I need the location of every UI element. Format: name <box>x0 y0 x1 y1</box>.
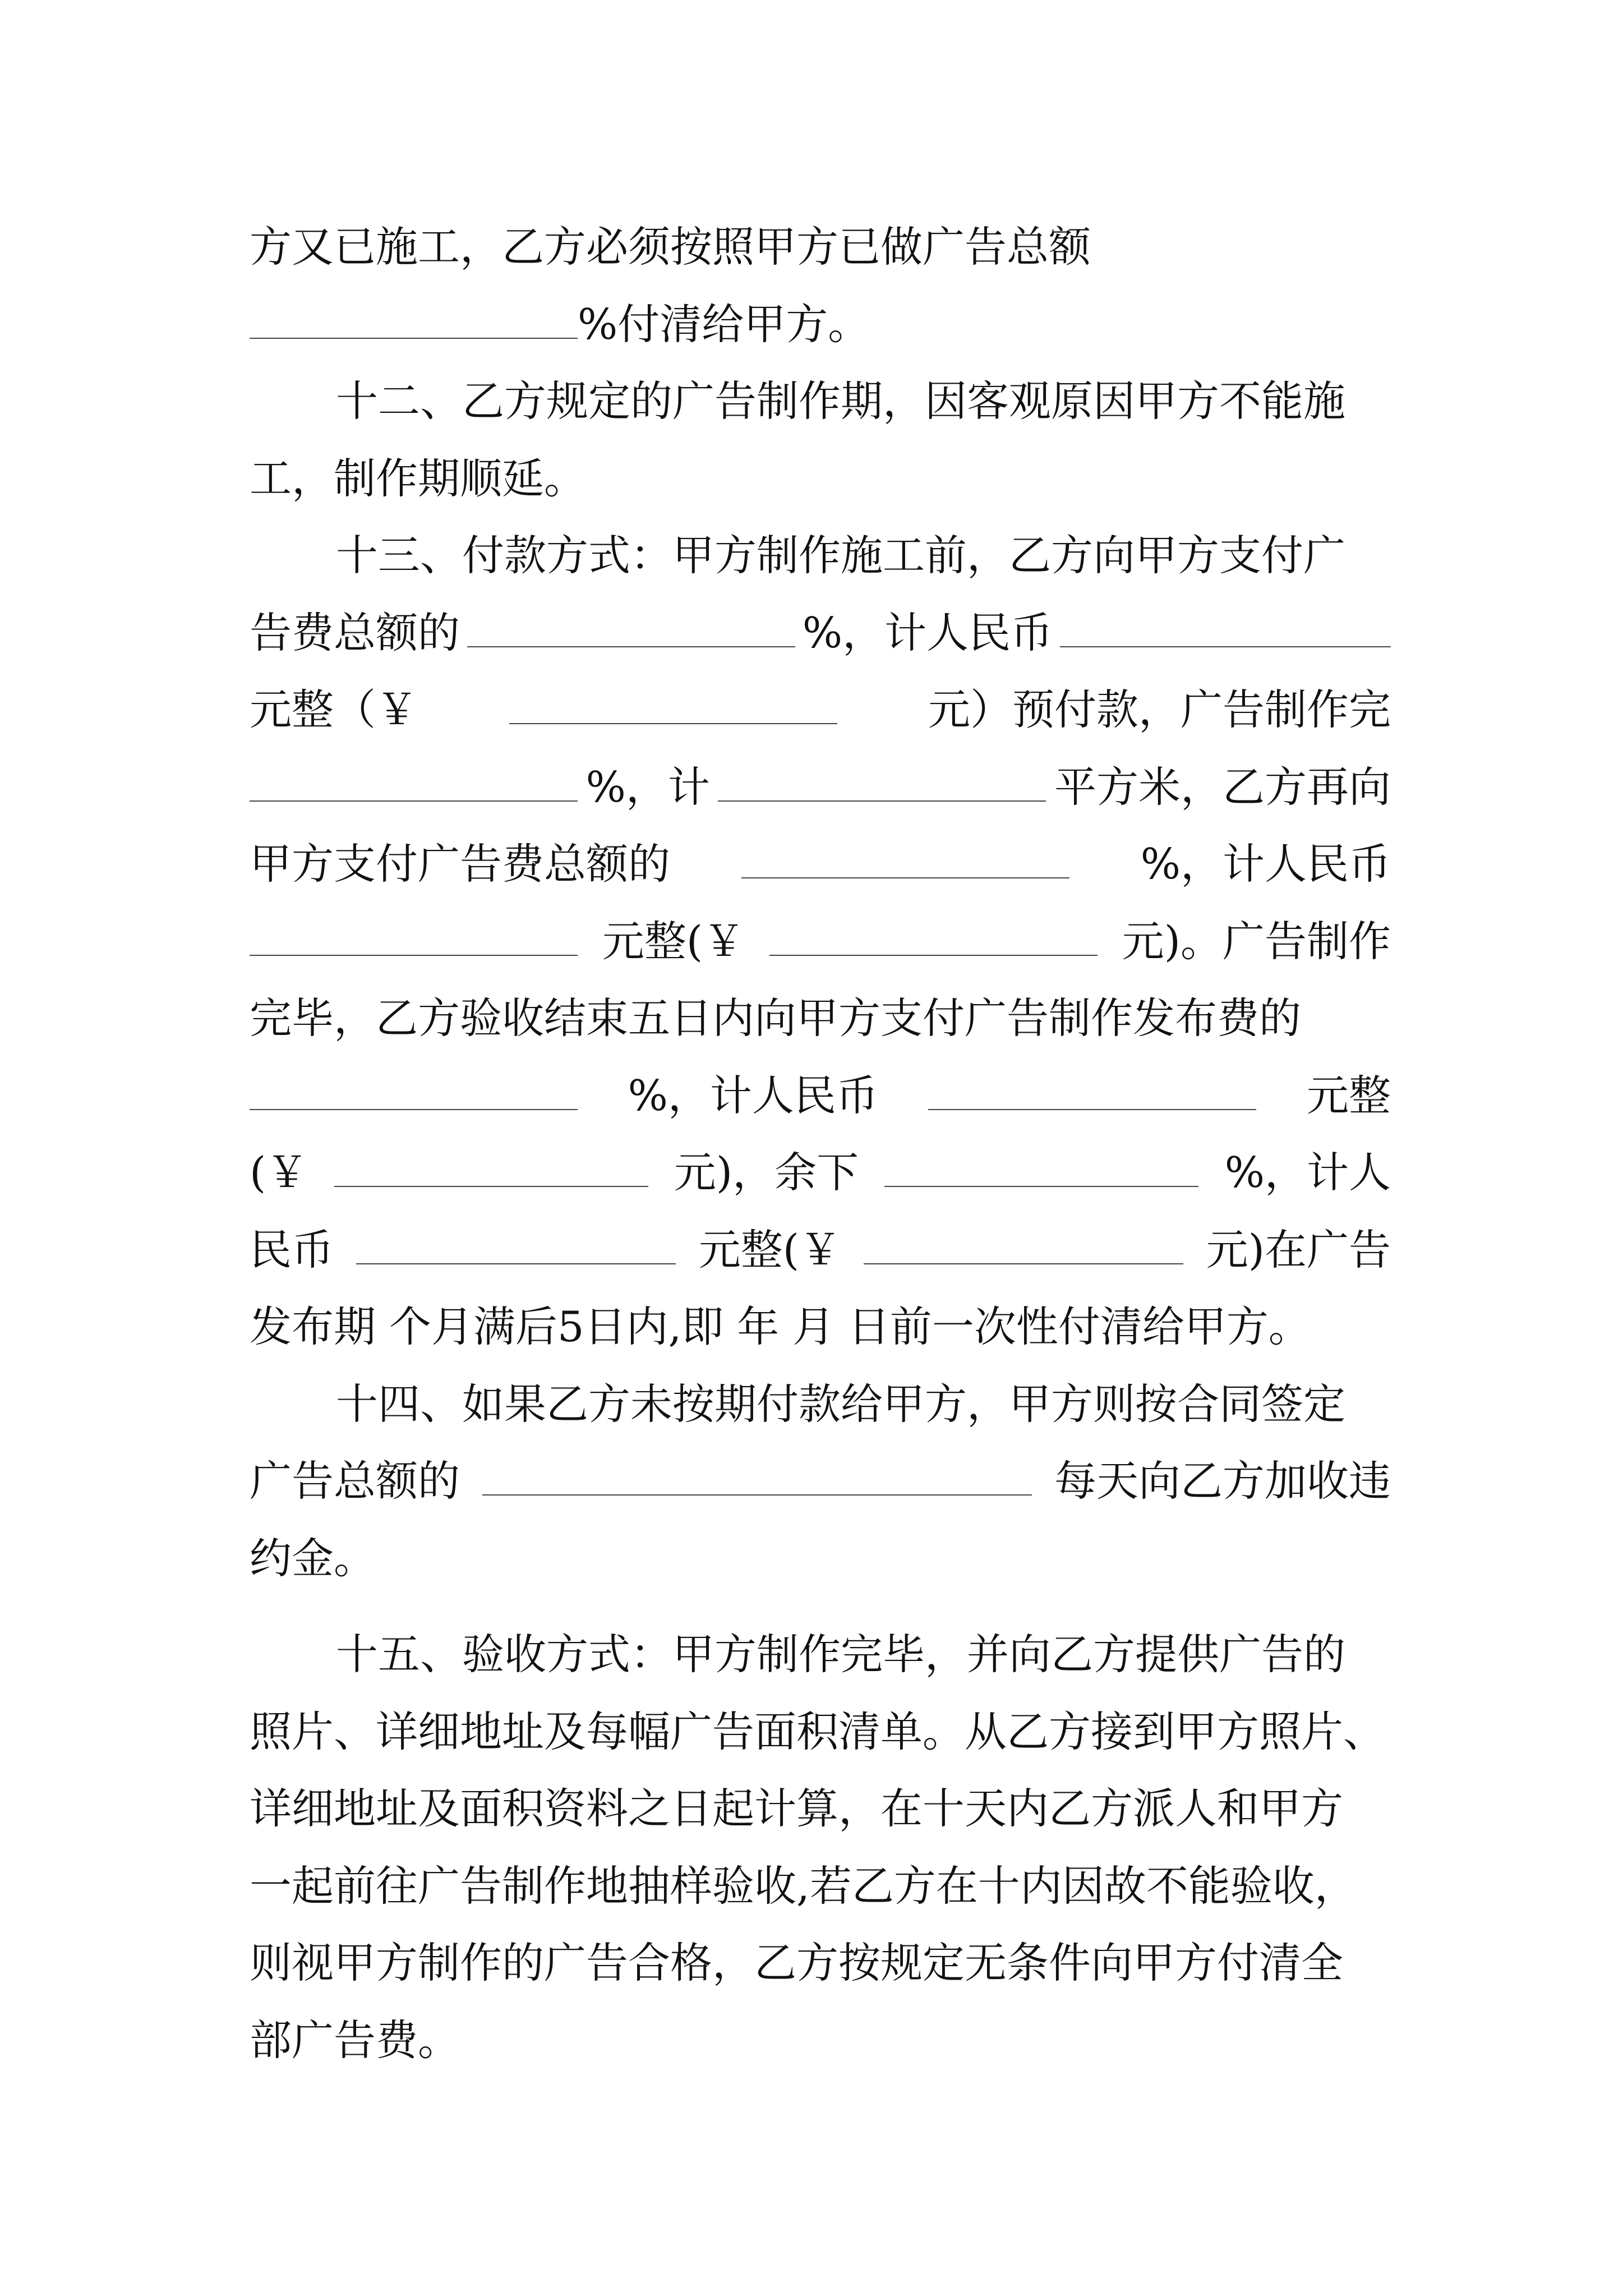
text-line <box>250 1134 1391 1212</box>
text-line <box>250 1770 1391 1848</box>
fill-in-blank[interactable] <box>250 760 578 802</box>
contract-body <box>250 209 1391 2079</box>
clause-15-line <box>250 1616 1391 1694</box>
paragraph-spacing <box>250 1597 1391 1616</box>
text-line <box>250 671 1391 749</box>
fill-in-blank[interactable] <box>741 837 1069 878</box>
fill-in-blank[interactable] <box>718 760 1046 802</box>
clause-text: 一起前往广告制作地抽样验收,若乙方在十内因故不能验收， <box>250 1861 1357 1911</box>
fill-in-blank[interactable] <box>482 1454 1032 1496</box>
fill-in-blank[interactable] <box>250 914 578 956</box>
clause-text: 元整(￥ <box>602 916 745 966</box>
text-line <box>250 1212 1391 1289</box>
clause-text: %，计人 <box>1224 1148 1391 1197</box>
text-line <box>250 980 1391 1057</box>
clause-text: 元)。广告制作 <box>1122 916 1391 966</box>
clause-text: 甲方支付广告费总额的 <box>250 839 671 889</box>
clause-text: 则视甲方制作的广告合格，乙方按规定无条件向甲方付清全 <box>250 1938 1344 1987</box>
clause-text: 元整 <box>1306 1070 1391 1120</box>
clause-text: 元整(￥ <box>698 1225 841 1274</box>
fill-in-blank[interactable] <box>334 1145 648 1187</box>
clause-text: 照片、详细地址及每幅广告面积清单。从乙方接到甲方照片、 <box>250 1706 1386 1756</box>
clause-text: 十四、如果乙方未按期付款给甲方，甲方则按合同签定 <box>336 1379 1346 1429</box>
text-line <box>250 1289 1391 1366</box>
clause-text: 完毕，乙方验收结束五日内向甲方支付广告制作发布费的 <box>250 993 1302 1043</box>
clause-text: %，计人民币 <box>1140 839 1391 889</box>
text-line <box>250 1694 1391 1771</box>
text-line <box>250 1443 1391 1520</box>
clause-text: %，计 <box>585 762 710 812</box>
clause-text: 详细地址及面积资料之日起计算，在十天内乙方派人和甲方 <box>250 1784 1344 1833</box>
fill-in-blank[interactable] <box>864 1223 1183 1264</box>
clause-text: 十三、付款方式：甲方制作施工前，乙方向甲方支付广 <box>336 531 1346 580</box>
fill-in-blank[interactable] <box>356 1223 676 1264</box>
clause-text: %，计人民币 <box>628 1070 878 1120</box>
clause-text: (￥ <box>250 1148 308 1197</box>
clause-text: 元）预付款，广告制作完 <box>928 685 1391 734</box>
text-line <box>250 440 1391 518</box>
text-line <box>250 826 1391 903</box>
text-line <box>250 903 1391 981</box>
clause-text: 部广告费。 <box>250 2015 460 2065</box>
fill-in-blank[interactable] <box>884 1145 1198 1187</box>
text-line <box>250 749 1391 826</box>
text-line <box>250 1057 1391 1135</box>
fill-in-blank[interactable] <box>509 683 837 724</box>
clause-14-line <box>250 1366 1391 1443</box>
clause-text: %，计人民币 <box>802 608 1053 657</box>
clause-text: 告费总额的 <box>250 608 460 657</box>
clause-13-line <box>250 517 1391 595</box>
clause-text: 发布期 个月满后5日内,即 年 月 日前一次性付清给甲方。 <box>250 1302 1311 1351</box>
fill-in-blank[interactable] <box>250 1069 578 1110</box>
text-line <box>250 1848 1391 1925</box>
text-line <box>250 286 1391 364</box>
text-line <box>250 2002 1391 2079</box>
clause-text: 元)，余下 <box>674 1148 859 1197</box>
clause-text: 元)在广告 <box>1206 1225 1391 1274</box>
clause-12-line <box>250 363 1391 440</box>
text-line <box>250 595 1391 672</box>
text-line <box>250 209 1391 286</box>
clause-text: 民币 <box>250 1225 334 1274</box>
fill-in-blank[interactable] <box>769 914 1098 956</box>
clause-text: %付清给甲方。 <box>578 299 870 349</box>
text-line <box>250 1520 1391 1598</box>
clause-text: 工，制作期顺延。 <box>250 453 587 503</box>
clause-text: 平方米，乙方再向 <box>1054 762 1391 812</box>
fill-in-blank[interactable] <box>467 606 795 647</box>
clause-text: 元整（￥ <box>250 685 418 734</box>
clause-text: 十五、验收方式：甲方制作完毕，并向乙方提供广告的 <box>336 1630 1346 1679</box>
fill-in-blank[interactable] <box>250 297 578 339</box>
clause-text: 方又已施工，乙方必须按照甲方已做广告总额 <box>250 222 1091 272</box>
clause-text: 广告总额的 <box>250 1456 460 1506</box>
text-line <box>250 1925 1391 2002</box>
fill-in-blank[interactable] <box>928 1069 1256 1110</box>
clause-text: 每天向乙方加收违 <box>1054 1456 1391 1506</box>
fill-in-blank[interactable] <box>1060 606 1391 647</box>
clause-text: 约金。 <box>250 1533 376 1583</box>
clause-text: 十二、乙方规定的广告制作期，因客观原因甲方不能施 <box>336 376 1346 426</box>
